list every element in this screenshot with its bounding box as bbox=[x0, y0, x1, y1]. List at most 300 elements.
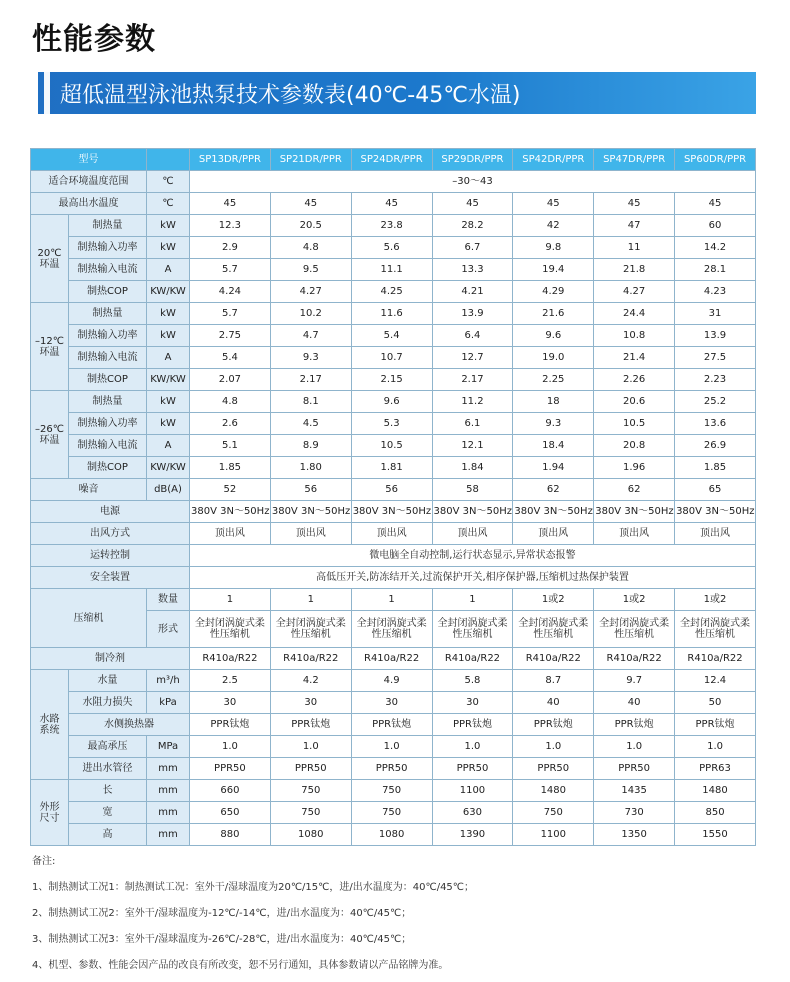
table-cell: 10.5 bbox=[594, 413, 675, 435]
table-cell: 50 bbox=[675, 692, 756, 714]
row-label: 进出水管径 bbox=[69, 758, 147, 780]
table-cell: 12.4 bbox=[675, 670, 756, 692]
row-label: 数量 bbox=[147, 589, 190, 611]
row-unit: MPa bbox=[147, 736, 190, 758]
table-cell: R410a/R22 bbox=[432, 648, 513, 670]
table-cell: 65 bbox=[675, 479, 756, 501]
table-cell: 4.7 bbox=[270, 325, 351, 347]
table-cell: 56 bbox=[270, 479, 351, 501]
table-row bbox=[31, 435, 756, 457]
table-cell: 28.1 bbox=[675, 259, 756, 281]
table-cell: 1.96 bbox=[594, 457, 675, 479]
table-cell: 1.81 bbox=[351, 457, 432, 479]
table-cell: 2.17 bbox=[270, 369, 351, 391]
table-cell: 45 bbox=[675, 193, 756, 215]
merged-value: –30～43 bbox=[190, 171, 756, 193]
table-row bbox=[31, 824, 756, 846]
table-cell: 19.0 bbox=[513, 347, 594, 369]
row-label: 形式 bbox=[147, 611, 190, 648]
row-unit: m³/h bbox=[147, 670, 190, 692]
row-unit: KW/KW bbox=[147, 457, 190, 479]
row-label: 出风方式 bbox=[31, 523, 190, 545]
table-cell: 45 bbox=[351, 193, 432, 215]
table-cell: PPR50 bbox=[594, 758, 675, 780]
table-cell: R410a/R22 bbox=[270, 648, 351, 670]
table-cell: 4.27 bbox=[594, 281, 675, 303]
note-item: 4、机型、参数、性能会因产品的改良有所改变，恕不另行通知，具体参数请以产品铭牌为准。 bbox=[32, 960, 449, 971]
page-title: 性能参数 bbox=[32, 22, 156, 57]
header-model-name: SP42DR/PPR bbox=[513, 149, 594, 171]
table-cell: 750 bbox=[351, 802, 432, 824]
table-cell: 47 bbox=[594, 215, 675, 237]
table-cell: 全封闭涡旋式柔性压缩机 bbox=[513, 611, 594, 648]
table-cell: 40 bbox=[594, 692, 675, 714]
row-unit: KW/KW bbox=[147, 281, 190, 303]
table-cell: 5.7 bbox=[190, 303, 271, 325]
table-cell: 11.1 bbox=[351, 259, 432, 281]
table-cell: 顶出风 bbox=[270, 523, 351, 545]
header-model-name: SP47DR/PPR bbox=[594, 149, 675, 171]
table-cell: 1.0 bbox=[594, 736, 675, 758]
row-label: 制热输入功率 bbox=[69, 413, 147, 435]
row-label: 水侧换热器 bbox=[69, 714, 190, 736]
table-cell: 14.2 bbox=[675, 237, 756, 259]
row-label: 制热输入电流 bbox=[69, 435, 147, 457]
note-item: 1、制热测试工况1：制热测试工况：室外干/湿球温度为20℃/15℃，进/出水温度为：40℃/45℃； bbox=[32, 882, 475, 893]
table-cell: 1350 bbox=[594, 824, 675, 846]
row-label: 高 bbox=[69, 824, 147, 846]
table-cell: 31 bbox=[675, 303, 756, 325]
table-cell: R410a/R22 bbox=[513, 648, 594, 670]
row-unit: mm bbox=[147, 758, 190, 780]
table-cell: 1080 bbox=[270, 824, 351, 846]
table-cell: 9.8 bbox=[513, 237, 594, 259]
table-row bbox=[31, 347, 756, 369]
table-cell: 2.07 bbox=[190, 369, 271, 391]
table-cell: 650 bbox=[190, 802, 271, 824]
table-cell: 58 bbox=[432, 479, 513, 501]
row-unit: mm bbox=[147, 824, 190, 846]
table-cell: 顶出风 bbox=[190, 523, 271, 545]
table-cell: 4.9 bbox=[351, 670, 432, 692]
table-cell: 62 bbox=[513, 479, 594, 501]
table-cell: 23.8 bbox=[351, 215, 432, 237]
table-cell: 30 bbox=[190, 692, 271, 714]
table-row bbox=[31, 259, 756, 281]
merged-value: 微电脑全自动控制,运行状态显示,异常状态报警 bbox=[190, 545, 756, 567]
row-label: 最高承压 bbox=[69, 736, 147, 758]
row-label: 运转控制 bbox=[31, 545, 190, 567]
table-cell: 27.5 bbox=[675, 347, 756, 369]
table-cell: 730 bbox=[594, 802, 675, 824]
table-cell: 1或2 bbox=[513, 589, 594, 611]
table-row bbox=[31, 413, 756, 435]
spec-table bbox=[30, 148, 756, 846]
table-cell: PPR钛炮 bbox=[513, 714, 594, 736]
row-label: 制热输入电流 bbox=[69, 347, 147, 369]
table-cell: 380V 3N～50Hz bbox=[513, 501, 594, 523]
table-cell: 660 bbox=[190, 780, 271, 802]
row-unit: A bbox=[147, 435, 190, 457]
table-cell: 750 bbox=[270, 802, 351, 824]
table-cell: 全封闭涡旋式柔性压缩机 bbox=[432, 611, 513, 648]
table-cell: 2.23 bbox=[675, 369, 756, 391]
table-cell: 4.21 bbox=[432, 281, 513, 303]
table-row bbox=[31, 802, 756, 824]
table-cell: 4.2 bbox=[270, 670, 351, 692]
table-row bbox=[31, 758, 756, 780]
table-cell: 13.6 bbox=[675, 413, 756, 435]
table-cell: 380V 3N～50Hz bbox=[270, 501, 351, 523]
header-unit-cell bbox=[147, 149, 190, 171]
table-cell: 42 bbox=[513, 215, 594, 237]
table-cell: 全封闭涡旋式柔性压缩机 bbox=[270, 611, 351, 648]
table-cell: 880 bbox=[190, 824, 271, 846]
table-cell: 56 bbox=[351, 479, 432, 501]
table-cell: 9.3 bbox=[270, 347, 351, 369]
table-row bbox=[31, 648, 756, 670]
row-unit: ℃ bbox=[147, 193, 190, 215]
table-cell: PPR钛炮 bbox=[594, 714, 675, 736]
table-cell: 顶出风 bbox=[594, 523, 675, 545]
table-cell: 1435 bbox=[594, 780, 675, 802]
row-label: 制热COP bbox=[69, 457, 147, 479]
row-label: 制热输入电流 bbox=[69, 259, 147, 281]
table-cell: 4.23 bbox=[675, 281, 756, 303]
header-model-label: 型号 bbox=[31, 149, 147, 171]
group-label: 水路 系统 bbox=[31, 670, 69, 780]
table-cell: 4.29 bbox=[513, 281, 594, 303]
table-cell: 630 bbox=[432, 802, 513, 824]
table-cell: 12.3 bbox=[190, 215, 271, 237]
row-unit: kW bbox=[147, 413, 190, 435]
table-cell: 全封闭涡旋式柔性压缩机 bbox=[594, 611, 675, 648]
table-cell: 25.2 bbox=[675, 391, 756, 413]
table-cell: 1100 bbox=[513, 824, 594, 846]
table-row bbox=[31, 457, 756, 479]
table-cell: 全封闭涡旋式柔性压缩机 bbox=[351, 611, 432, 648]
table-cell: 45 bbox=[270, 193, 351, 215]
table-row bbox=[31, 780, 756, 802]
table-row bbox=[31, 545, 756, 567]
table-header-row bbox=[31, 149, 756, 171]
table-cell: 10.8 bbox=[594, 325, 675, 347]
table-cell: 45 bbox=[594, 193, 675, 215]
row-label: 制热输入功率 bbox=[69, 325, 147, 347]
table-cell: 5.6 bbox=[351, 237, 432, 259]
table-cell: 1 bbox=[190, 589, 271, 611]
table-cell: 4.5 bbox=[270, 413, 351, 435]
table-cell: 1.0 bbox=[270, 736, 351, 758]
table-cell: 1.85 bbox=[675, 457, 756, 479]
row-unit: kW bbox=[147, 237, 190, 259]
table-cell: 1.0 bbox=[432, 736, 513, 758]
table-cell: 380V 3N～50Hz bbox=[351, 501, 432, 523]
table-cell: 1.0 bbox=[351, 736, 432, 758]
table-row bbox=[31, 215, 756, 237]
table-row bbox=[31, 237, 756, 259]
table-cell: 18.4 bbox=[513, 435, 594, 457]
table-row bbox=[31, 692, 756, 714]
table-cell: 2.5 bbox=[190, 670, 271, 692]
table-cell: 5.1 bbox=[190, 435, 271, 457]
table-cell: 40 bbox=[513, 692, 594, 714]
table-cell: 750 bbox=[513, 802, 594, 824]
table-cell: 380V 3N～50Hz bbox=[594, 501, 675, 523]
table-cell: 2.26 bbox=[594, 369, 675, 391]
table-cell: 1或2 bbox=[675, 589, 756, 611]
table-cell: 5.4 bbox=[190, 347, 271, 369]
banner-title: 超低温型泳池热泵技术参数表(40℃-45℃水温) bbox=[60, 82, 521, 108]
table-cell: 5.3 bbox=[351, 413, 432, 435]
row-label: 适合环境温度范围 bbox=[31, 171, 147, 193]
table-cell: 750 bbox=[270, 780, 351, 802]
table-cell: 顶出风 bbox=[351, 523, 432, 545]
row-unit: A bbox=[147, 347, 190, 369]
row-label: 制热量 bbox=[69, 215, 147, 237]
row-label: 制热COP bbox=[69, 281, 147, 303]
table-cell: 6.4 bbox=[432, 325, 513, 347]
table-row bbox=[31, 281, 756, 303]
table-cell: 4.25 bbox=[351, 281, 432, 303]
table-cell: 4.24 bbox=[190, 281, 271, 303]
table-cell: 26.9 bbox=[675, 435, 756, 457]
table-cell: 2.6 bbox=[190, 413, 271, 435]
table-cell: 30 bbox=[432, 692, 513, 714]
table-row bbox=[31, 391, 756, 413]
table-cell: 1550 bbox=[675, 824, 756, 846]
table-cell: 52 bbox=[190, 479, 271, 501]
table-cell: 13.3 bbox=[432, 259, 513, 281]
header-model-name: SP60DR/PPR bbox=[675, 149, 756, 171]
note-item: 2、制热测试工况2：室外干/湿球温度为-12℃/-14℃，进/出水温度为：40℃/45℃； bbox=[32, 908, 412, 919]
table-cell: 10.2 bbox=[270, 303, 351, 325]
table-cell: 1080 bbox=[351, 824, 432, 846]
table-row bbox=[31, 369, 756, 391]
table-cell: 45 bbox=[513, 193, 594, 215]
table-cell: 60 bbox=[675, 215, 756, 237]
table-row bbox=[31, 523, 756, 545]
table-cell: 6.1 bbox=[432, 413, 513, 435]
table-cell: 11.6 bbox=[351, 303, 432, 325]
merged-value: 高低压开关,防冻结开关,过流保护开关,相序保护器,压缩机过热保护装置 bbox=[190, 567, 756, 589]
table-cell: 1或2 bbox=[594, 589, 675, 611]
table-cell: 全封闭涡旋式柔性压缩机 bbox=[675, 611, 756, 648]
table-cell: PPR钛炮 bbox=[190, 714, 271, 736]
table-cell: 1.84 bbox=[432, 457, 513, 479]
table-cell: PPR50 bbox=[351, 758, 432, 780]
row-label: 安全装置 bbox=[31, 567, 190, 589]
notes bbox=[32, 852, 762, 982]
table-cell: 顶出风 bbox=[675, 523, 756, 545]
table-cell: 4.8 bbox=[190, 391, 271, 413]
table-cell: R410a/R22 bbox=[351, 648, 432, 670]
table-cell: 10.7 bbox=[351, 347, 432, 369]
header-model-name: SP21DR/PPR bbox=[270, 149, 351, 171]
table-cell: 750 bbox=[351, 780, 432, 802]
table-cell: 45 bbox=[432, 193, 513, 215]
table-cell: 8.9 bbox=[270, 435, 351, 457]
table-cell: 13.9 bbox=[675, 325, 756, 347]
table-cell: 10.5 bbox=[351, 435, 432, 457]
row-unit: kW bbox=[147, 325, 190, 347]
table-row bbox=[31, 501, 756, 523]
table-row bbox=[31, 670, 756, 692]
table-cell: 20.8 bbox=[594, 435, 675, 457]
row-label: 电源 bbox=[31, 501, 190, 523]
header-model-name: SP13DR/PPR bbox=[190, 149, 271, 171]
table-cell: 9.6 bbox=[351, 391, 432, 413]
row-label: 宽 bbox=[69, 802, 147, 824]
table-cell: 1480 bbox=[513, 780, 594, 802]
table-cell: PPR钛炮 bbox=[432, 714, 513, 736]
table-row bbox=[31, 589, 756, 611]
table-cell: PPR钛炮 bbox=[351, 714, 432, 736]
row-unit: KW/KW bbox=[147, 369, 190, 391]
table-cell: 12.1 bbox=[432, 435, 513, 457]
table-cell: 21.6 bbox=[513, 303, 594, 325]
table-cell: 1.0 bbox=[675, 736, 756, 758]
table-cell: 21.4 bbox=[594, 347, 675, 369]
table-cell: 30 bbox=[351, 692, 432, 714]
group-label: 外形 尺寸 bbox=[31, 780, 69, 846]
table-cell: 1 bbox=[351, 589, 432, 611]
row-unit: A bbox=[147, 259, 190, 281]
table-cell: 1 bbox=[270, 589, 351, 611]
table-cell: PPR50 bbox=[190, 758, 271, 780]
row-unit: ℃ bbox=[147, 171, 190, 193]
group-label: –12℃ 环温 bbox=[31, 303, 69, 391]
table-cell: 380V 3N～50Hz bbox=[675, 501, 756, 523]
table-cell: 顶出风 bbox=[432, 523, 513, 545]
row-unit: dB(A) bbox=[147, 479, 190, 501]
table-cell: 12.7 bbox=[432, 347, 513, 369]
table-cell: 1.94 bbox=[513, 457, 594, 479]
table-row bbox=[31, 303, 756, 325]
table-cell: 1.0 bbox=[513, 736, 594, 758]
table-cell: 11 bbox=[594, 237, 675, 259]
row-label: 水量 bbox=[69, 670, 147, 692]
table-cell: PPR50 bbox=[270, 758, 351, 780]
table-cell: 4.27 bbox=[270, 281, 351, 303]
table-cell: 45 bbox=[190, 193, 271, 215]
table-cell: 5.8 bbox=[432, 670, 513, 692]
note-item: 3、制热测试工况3：室外干/湿球温度为-26℃/-28℃，进/出水温度为：40℃/45℃； bbox=[32, 934, 412, 945]
table-row bbox=[31, 714, 756, 736]
table-title-banner bbox=[38, 72, 756, 114]
group-label: 压缩机 bbox=[31, 589, 147, 648]
table-cell: 8.7 bbox=[513, 670, 594, 692]
table-cell: 8.1 bbox=[270, 391, 351, 413]
table-cell: 9.5 bbox=[270, 259, 351, 281]
table-cell: 1.80 bbox=[270, 457, 351, 479]
table-cell: 24.4 bbox=[594, 303, 675, 325]
table-cell: 2.25 bbox=[513, 369, 594, 391]
header-model-name: SP24DR/PPR bbox=[351, 149, 432, 171]
table-cell: 1100 bbox=[432, 780, 513, 802]
row-label: 制冷剂 bbox=[31, 648, 190, 670]
row-label: 噪音 bbox=[31, 479, 147, 501]
table-cell: 62 bbox=[594, 479, 675, 501]
table-row bbox=[31, 736, 756, 758]
table-cell: 1390 bbox=[432, 824, 513, 846]
table-cell: 20.5 bbox=[270, 215, 351, 237]
header-model-name: SP29DR/PPR bbox=[432, 149, 513, 171]
table-cell: 1.0 bbox=[190, 736, 271, 758]
table-cell: 全封闭涡旋式柔性压缩机 bbox=[190, 611, 271, 648]
row-label: 制热量 bbox=[69, 303, 147, 325]
table-cell: 380V 3N～50Hz bbox=[190, 501, 271, 523]
table-cell: 1 bbox=[432, 589, 513, 611]
table-cell: 5.4 bbox=[351, 325, 432, 347]
table-cell: 380V 3N～50Hz bbox=[432, 501, 513, 523]
table-cell: 2.9 bbox=[190, 237, 271, 259]
table-cell: 9.3 bbox=[513, 413, 594, 435]
table-cell: 30 bbox=[270, 692, 351, 714]
group-label: 20℃ 环温 bbox=[31, 215, 69, 303]
table-cell: R410a/R22 bbox=[594, 648, 675, 670]
table-cell: 9.6 bbox=[513, 325, 594, 347]
table-row bbox=[31, 479, 756, 501]
row-unit: mm bbox=[147, 802, 190, 824]
row-unit: kW bbox=[147, 391, 190, 413]
table-cell: 2.15 bbox=[351, 369, 432, 391]
table-cell: PPR钛炮 bbox=[270, 714, 351, 736]
group-label: –26℃ 环温 bbox=[31, 391, 69, 479]
table-cell: R410a/R22 bbox=[190, 648, 271, 670]
row-label: 长 bbox=[69, 780, 147, 802]
table-cell: 850 bbox=[675, 802, 756, 824]
table-cell: PPR钛炮 bbox=[675, 714, 756, 736]
table-cell: 5.7 bbox=[190, 259, 271, 281]
table-cell: PPR50 bbox=[513, 758, 594, 780]
row-unit: mm bbox=[147, 780, 190, 802]
row-unit: kW bbox=[147, 215, 190, 237]
row-unit: kPa bbox=[147, 692, 190, 714]
table-cell: R410a/R22 bbox=[675, 648, 756, 670]
row-label: 制热COP bbox=[69, 369, 147, 391]
table-row bbox=[31, 325, 756, 347]
row-label: 制热量 bbox=[69, 391, 147, 413]
row-label: 制热输入功率 bbox=[69, 237, 147, 259]
table-cell: 2.17 bbox=[432, 369, 513, 391]
table-cell: 13.9 bbox=[432, 303, 513, 325]
row-label: 水阻力损失 bbox=[69, 692, 147, 714]
table-row bbox=[31, 171, 756, 193]
table-cell: 9.7 bbox=[594, 670, 675, 692]
table-cell: 20.6 bbox=[594, 391, 675, 413]
table-cell: 2.75 bbox=[190, 325, 271, 347]
table-cell: 11.2 bbox=[432, 391, 513, 413]
table-cell: 顶出风 bbox=[513, 523, 594, 545]
table-cell: PPR63 bbox=[675, 758, 756, 780]
table-cell: 19.4 bbox=[513, 259, 594, 281]
table-cell: 1480 bbox=[675, 780, 756, 802]
notes-title: 备注: bbox=[32, 856, 56, 867]
table-cell: 28.2 bbox=[432, 215, 513, 237]
table-row bbox=[31, 193, 756, 215]
table-cell: PPR50 bbox=[432, 758, 513, 780]
table-cell: 21.8 bbox=[594, 259, 675, 281]
table-cell: 4.8 bbox=[270, 237, 351, 259]
table-cell: 18 bbox=[513, 391, 594, 413]
table-cell: 6.7 bbox=[432, 237, 513, 259]
table-cell: 1.85 bbox=[190, 457, 271, 479]
table-row bbox=[31, 567, 756, 589]
row-unit: kW bbox=[147, 303, 190, 325]
row-label: 最高出水温度 bbox=[31, 193, 147, 215]
banner-accent-bar bbox=[44, 72, 50, 114]
